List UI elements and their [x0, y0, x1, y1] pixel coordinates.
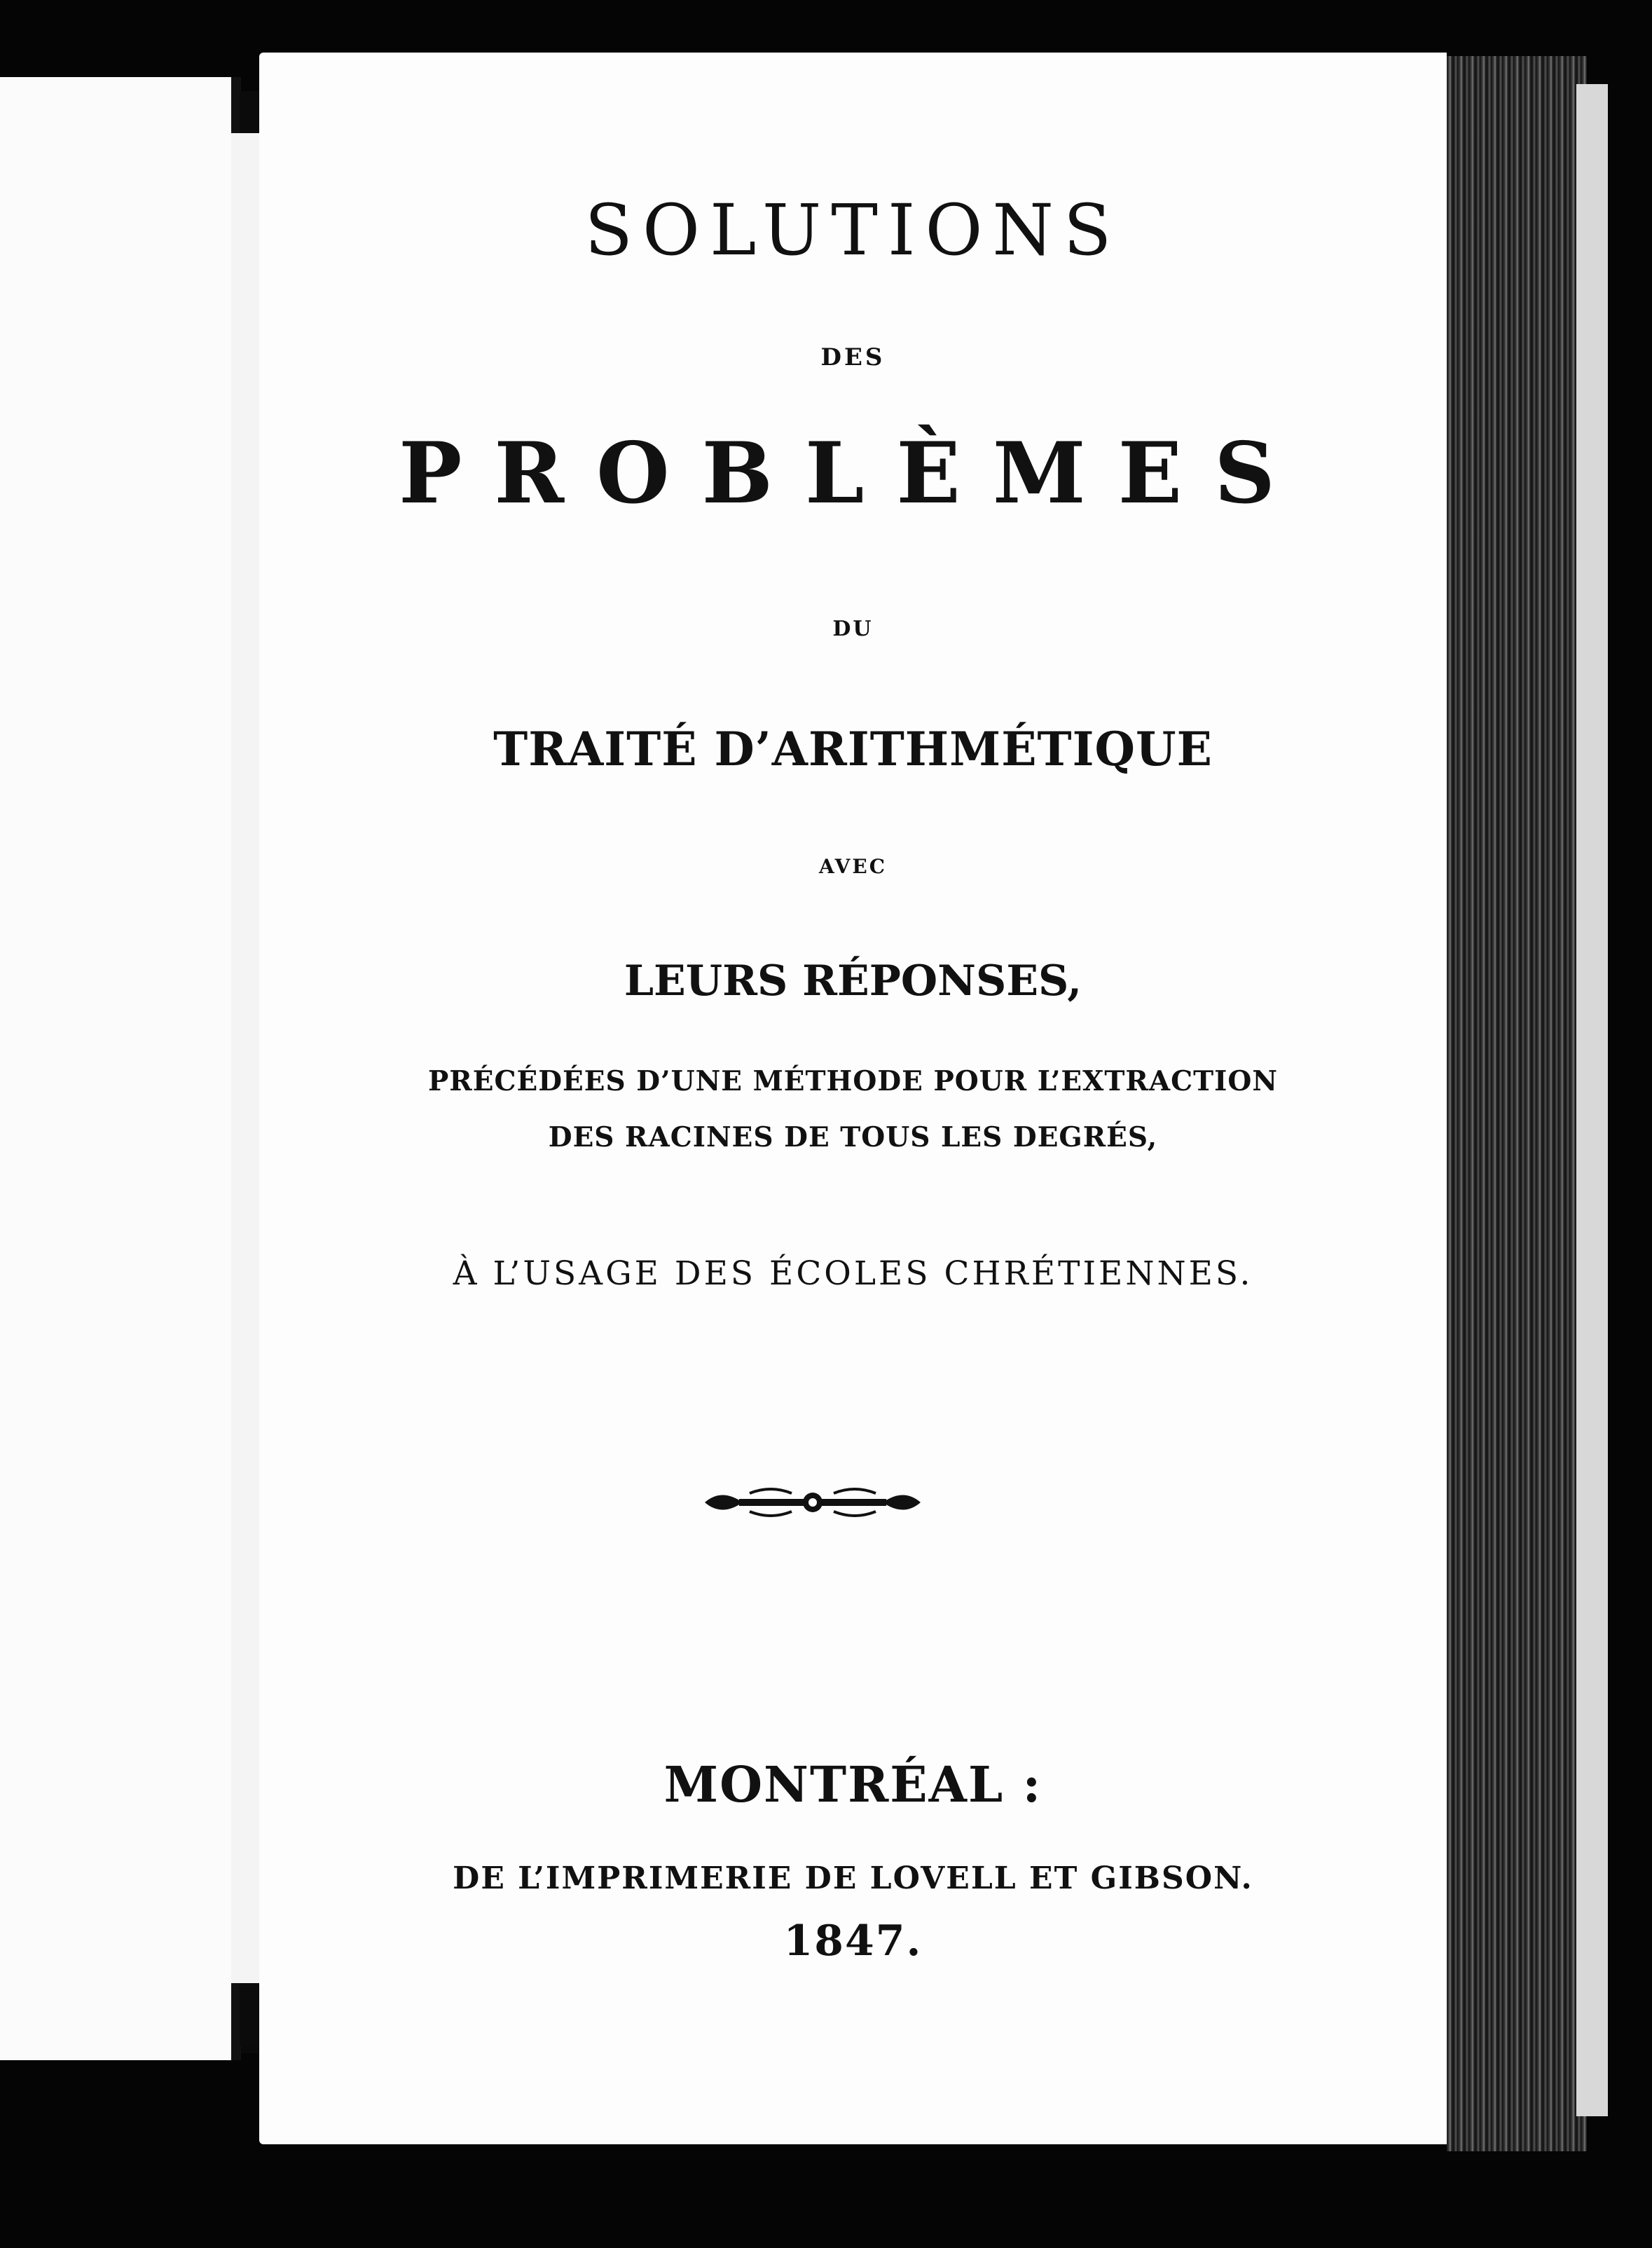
- title-problemes: PROBLÈMES: [399, 424, 1307, 523]
- page-block-edge: [1447, 56, 1587, 2151]
- title-des-racines: DES RACINES DE TOUS LES DEGRÉS,: [548, 1121, 1158, 1153]
- printer-ornament-icon: [701, 1483, 925, 1521]
- title-solutions: SOLUTIONS: [584, 189, 1122, 271]
- title-avec: AVEC: [818, 855, 888, 878]
- imprint-city: MONTRÉAL :: [663, 1755, 1042, 1814]
- page-block-outer-edge: [1576, 84, 1608, 2116]
- title-page: [259, 53, 1447, 2144]
- title-leurs-reponses: LEURS RÉPONSES,: [624, 957, 1082, 1006]
- title-usage: À L’USAGE DES ÉCOLES CHRÉTIENNES.: [453, 1254, 1253, 1293]
- imprint-year: 1847.: [783, 1917, 923, 1966]
- left-page-strip: [231, 133, 259, 1983]
- title-des: DES: [820, 343, 886, 371]
- left-blank-page: [0, 77, 241, 2060]
- title-du: DU: [832, 617, 874, 641]
- imprint-printer: DE L’IMPRIMERIE DE LOVELL ET GIBSON.: [453, 1860, 1253, 1896]
- title-traite: TRAITÉ D’ARITHMÉTIQUE: [493, 722, 1213, 776]
- title-precedees: PRÉCÉDÉES D’UNE MÉTHODE POUR L’EXTRACTION: [427, 1065, 1279, 1097]
